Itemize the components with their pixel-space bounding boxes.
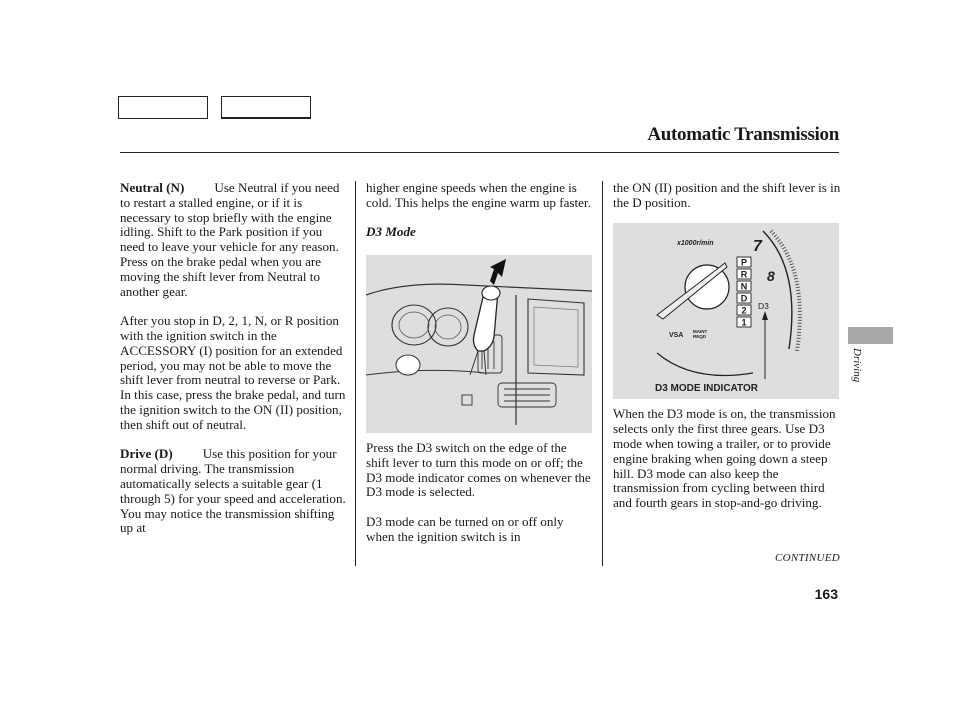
nav-box-left[interactable] bbox=[118, 96, 208, 119]
after-stop-paragraph: After you stop in D, 2, 1, N, or R position with the ignition switch in the ACCESSORY (I) position for an extended period, you may not be able to move the shift lever from neutral to reverse or Park. In this case, press the brake pedal, and turn the ignition switch to the ON (II) position, then shift out of neutral. bbox=[120, 313, 346, 432]
neutral-paragraph bbox=[120, 181, 346, 299]
continued-label: CONTINUED bbox=[774, 552, 840, 564]
gear-label: N bbox=[740, 281, 748, 292]
figure-caption: D3 Mode bbox=[366, 224, 416, 240]
d3-label: D3 bbox=[758, 301, 769, 312]
drive-text: Use this position for your normal driving. The transmission automatically selects a suitable gear (1 through 5) for your speed and acceleration. You may notice the transmission shifting up at bbox=[120, 446, 346, 536]
on-position-paragraph: the ON (II) position and the shift lever is in the D position. bbox=[613, 180, 841, 210]
column-divider bbox=[602, 181, 603, 566]
d3-mode-indicator-label: D3 MODE INDICATOR bbox=[655, 383, 758, 395]
gear-indicator-list bbox=[737, 257, 751, 328]
section-tab[interactable] bbox=[848, 327, 893, 344]
tick-label-8: 8 bbox=[767, 268, 775, 285]
shift-lever-drawing bbox=[366, 255, 592, 433]
neutral-text: Use Neutral if you need to restart a stalled engine, or if it is necessary to stop briefly with the engine idling. Shift to the Park position if you need to leave your vehicle for any reason. Press on the brake pedal when you are moving the shift lever from Neutral to another gear. bbox=[120, 180, 340, 299]
gear-label: D bbox=[740, 293, 748, 304]
column-2 bbox=[366, 181, 592, 559]
gear-label: R bbox=[740, 269, 748, 280]
gear-label: P bbox=[740, 257, 748, 268]
section-label: Driving bbox=[851, 348, 863, 383]
page-title: Automatic Transmission bbox=[647, 124, 839, 145]
neutral-term: Neutral (N) bbox=[120, 180, 185, 195]
maint-label: MAINT bbox=[693, 329, 708, 335]
press-d3-paragraph: Press the D3 switch on the edge of the shift lever to turn this mode on or off; the D3 mode indicator comes on whenever the D3 mode is selected. bbox=[366, 439, 591, 500]
column-divider bbox=[355, 181, 356, 566]
rpm-label: x1000r/min bbox=[677, 240, 714, 248]
column-1 bbox=[120, 181, 346, 551]
tick-label-7: 7 bbox=[753, 238, 762, 256]
tachometer-drawing bbox=[613, 223, 839, 399]
gear-label: 1 bbox=[741, 317, 747, 328]
when-on-paragraph: When the D3 mode is on, the transmission selects only the first three gears. Use D3 mode when towing a trailer, or to provide engine braking when going down a steep hill. D3 mode can also keep the transmission from cycling between third and fourth gears in stop-and-go driving. bbox=[613, 406, 836, 511]
drive-term: Drive (D) bbox=[120, 446, 173, 462]
nav-box-right[interactable] bbox=[221, 96, 311, 119]
vsa-label: VSA bbox=[669, 332, 684, 340]
column-3 bbox=[613, 181, 843, 526]
d3-indicator-figure bbox=[613, 223, 839, 399]
page-number: 163 bbox=[814, 586, 838, 602]
title-rule bbox=[120, 152, 839, 153]
drive-paragraph bbox=[120, 447, 346, 536]
engine-warm-paragraph: higher engine speeds when the engine is cold. This helps the engine warm up faster. bbox=[366, 180, 591, 210]
shift-lever-illustration bbox=[366, 255, 592, 433]
turned-on-paragraph: D3 mode can be turned on or off only when the ignition switch is in bbox=[366, 513, 564, 544]
reqd-label: REQD bbox=[693, 334, 707, 340]
gear-label: 2 bbox=[741, 305, 747, 316]
